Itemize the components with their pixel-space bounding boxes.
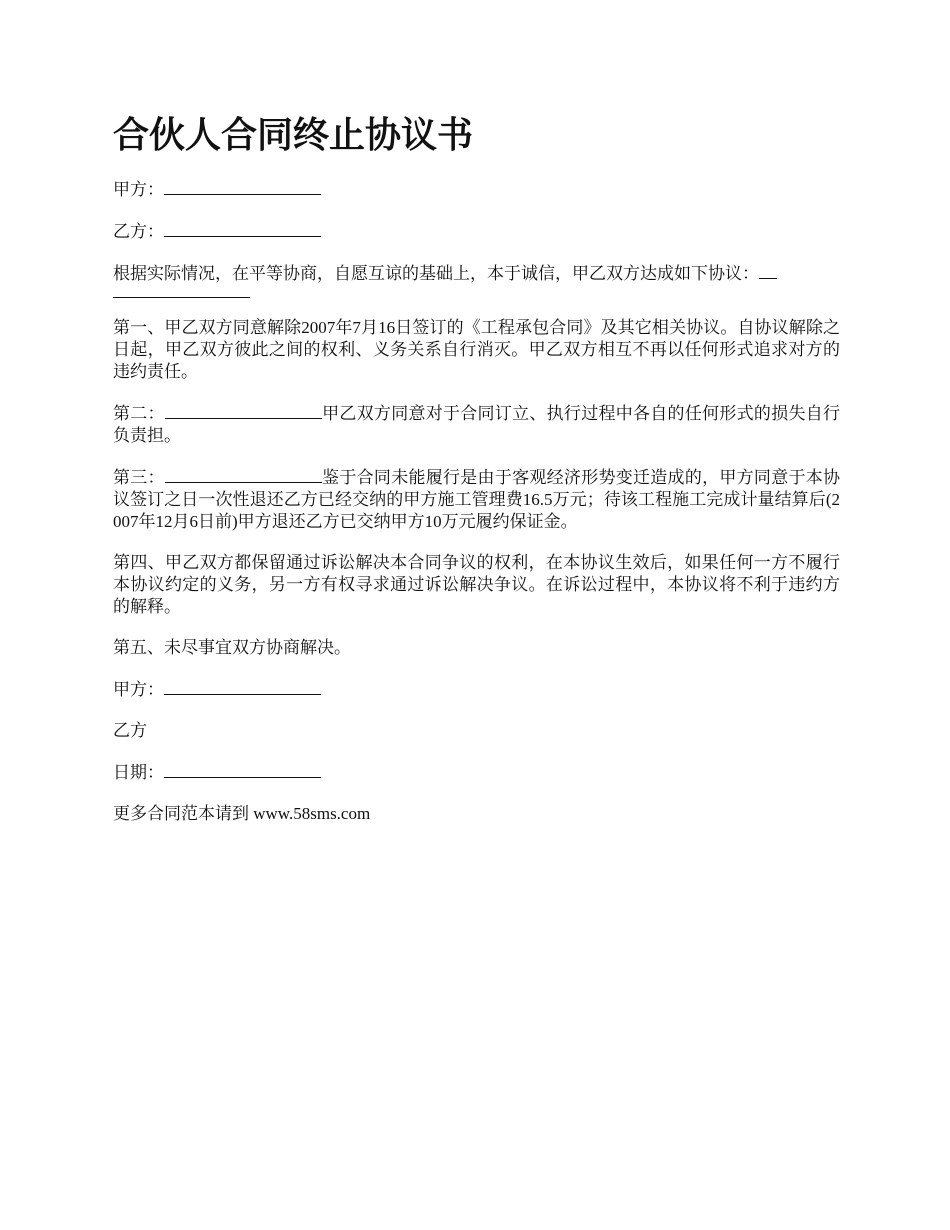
document-title: 合伙人合同终止协议书 (113, 115, 474, 156)
clause-3-blank (165, 466, 322, 483)
sign-party-a-line (113, 678, 840, 701)
sign-party-a-label: 甲方： (113, 680, 164, 699)
party-b-label: 乙方： (113, 222, 164, 241)
document-page (113, 108, 840, 844)
intro-paragraph (113, 262, 840, 298)
clause-2-label: 第二： (113, 404, 165, 423)
clause-4: 第四、甲乙双方都保留通过诉讼解决本合同争议的权利，在本协议生效后，如果任何一方不履行本协议约定的义务，另一方有权寻求通过诉讼解决争议。在诉讼过程中，本协议将不利于违约方的解释。 (113, 553, 840, 616)
intro-blank-continued (113, 285, 250, 298)
clause-3 (113, 466, 840, 533)
sign-party-b-label: 乙方 (113, 721, 147, 740)
party-a-blank (164, 178, 321, 195)
clause-3-label: 第三： (113, 468, 165, 487)
party-a-line (113, 178, 840, 201)
sign-party-b-line (113, 720, 840, 742)
clause-5: 第五、未尽事宜双方协商解决。 (113, 638, 351, 657)
party-a-label: 甲方： (113, 180, 164, 199)
clause-2-text: 甲乙双方同意对于合同订立、执行过程中各自的任何形式的损失自行负责担。 (113, 404, 841, 445)
clause-3-text: 鉴于合同未能履行是由于客观经济形势变迁造成的，甲方同意于本协议签订之日一次性退还乙方已经交纳的甲方施工管理费16.5万元；待该工程施工完成计量结算后(2007年12月6日前)甲方退还乙方已交纳甲方10万元履约保证金。 (113, 468, 841, 531)
date-label: 日期： (113, 763, 164, 782)
sign-party-a-blank (164, 678, 321, 695)
party-b-blank (164, 220, 321, 237)
clause-2 (113, 402, 840, 447)
party-b-line (113, 220, 840, 243)
intro-text: 根据实际情况，在平等协商，自愿互谅的基础上，本于诚信，甲乙双方达成如下协议： (113, 264, 759, 283)
date-line (113, 761, 840, 784)
intro-blank (759, 262, 777, 279)
clause-1: 第一、甲乙双方同意解除2007年7月16日签订的《工程承包合同》及其它相关协议。自协议解除之日起，甲乙双方彼此之间的权利、义务关系自行消灭。甲乙双方相互不再以任何形式追求对方的违约责任。 (113, 318, 840, 381)
footer-note: 更多合同范本请到 www.58sms.com (113, 804, 371, 823)
clause-2-blank (165, 402, 322, 419)
date-blank (164, 761, 321, 778)
